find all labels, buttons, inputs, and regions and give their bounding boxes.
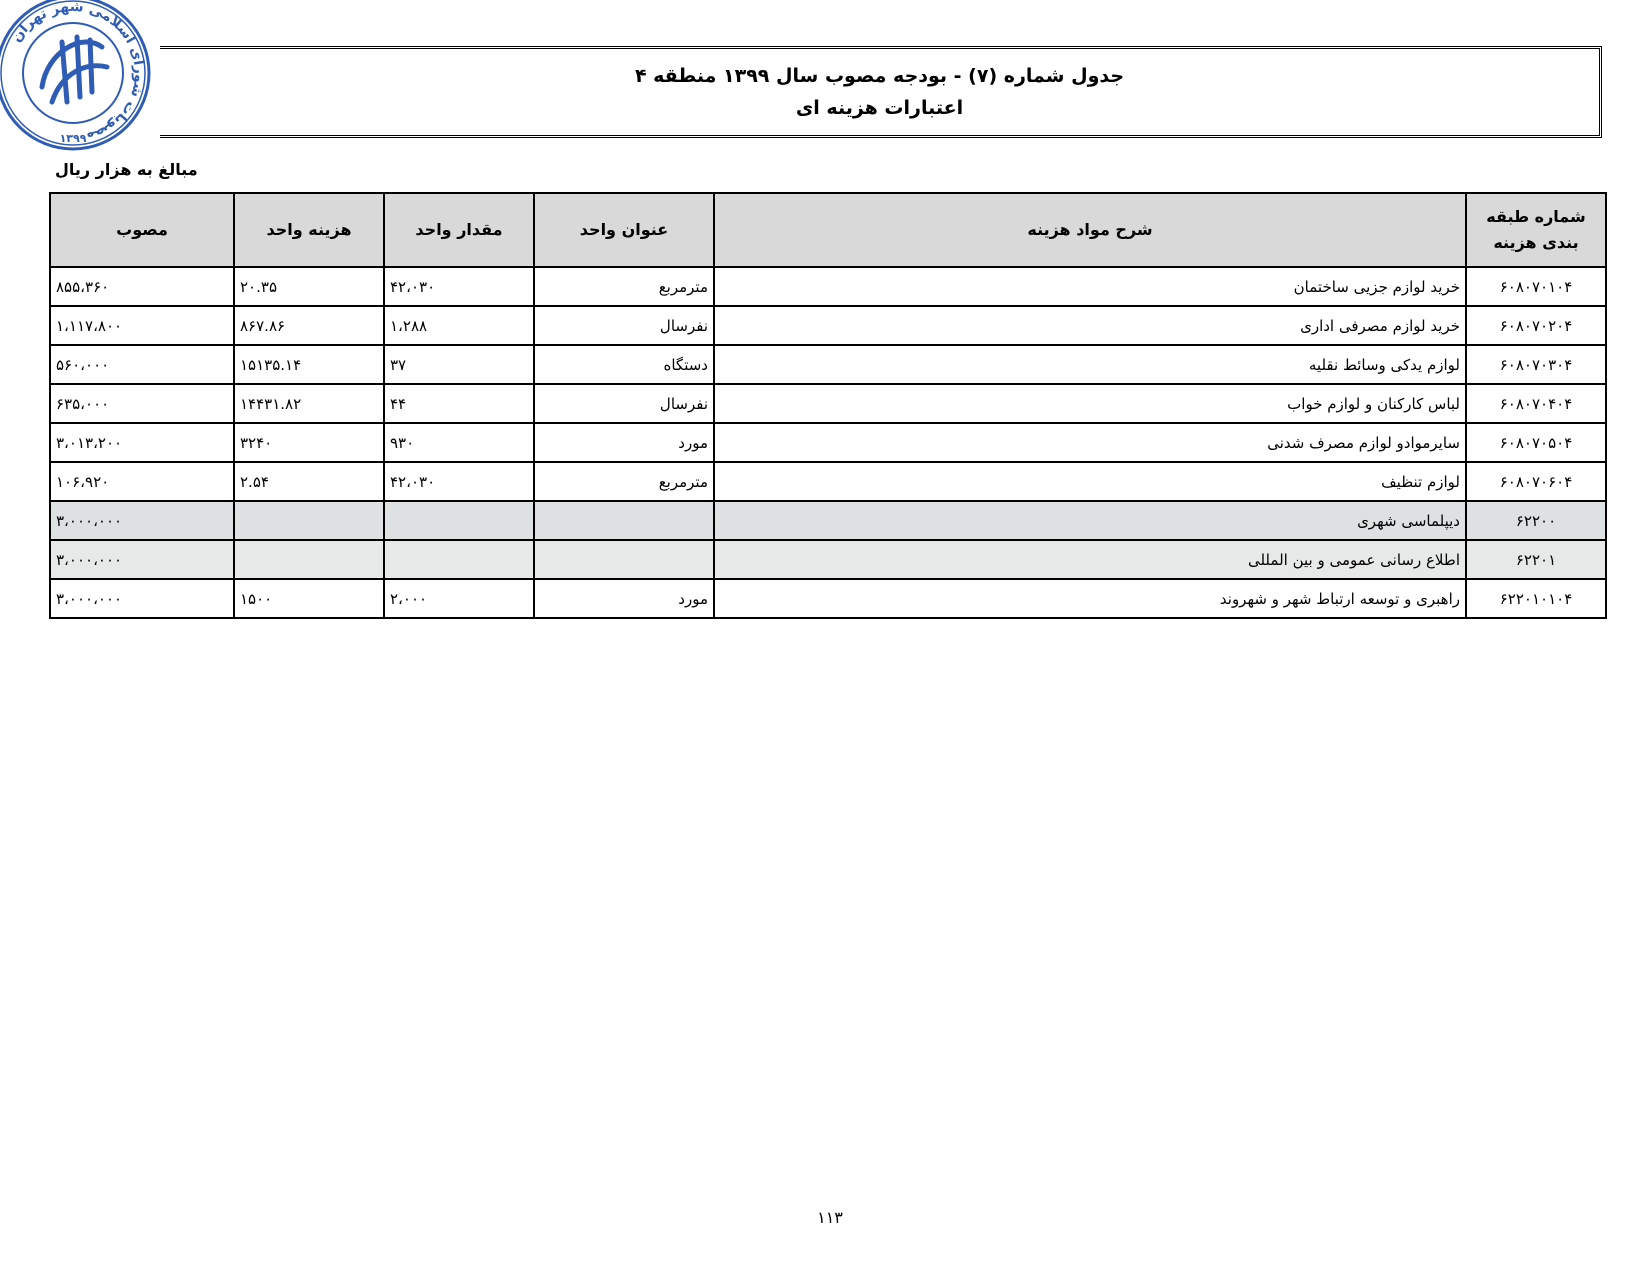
seal-text: مصوبات شورای اسلامی شهر تهران <box>8 0 148 146</box>
cell-unit-cost: ۱۴۴۳۱.۸۲ <box>234 384 384 423</box>
cell-unit-qty: ۳۷ <box>384 345 534 384</box>
cell-unit-qty: ۴۴ <box>384 384 534 423</box>
header-unit-cost: هزینه واحد <box>234 193 384 267</box>
cell-unit-title <box>534 501 714 540</box>
cell-unit-qty: ۴۲،۰۳۰ <box>384 462 534 501</box>
cell-code: ۶۰۸۰۷۰۲۰۴ <box>1466 306 1606 345</box>
cell-unit-title: مترمربع <box>534 462 714 501</box>
cell-unit-title: دستگاه <box>534 345 714 384</box>
cell-unit-title <box>534 540 714 579</box>
page-number: ۱۱۳ <box>817 1208 843 1227</box>
cell-approved: ۱۰۶،۹۲۰ <box>50 462 234 501</box>
page-title: جدول شماره (۷) - بودجه مصوب سال ۱۳۹۹ منطقه ۴ <box>634 65 1125 87</box>
table-row-category <box>50 501 1606 540</box>
table-row <box>50 462 1606 501</box>
cell-code: ۶۰۸۰۷۰۵۰۴ <box>1466 423 1606 462</box>
cell-description: سایرموادو لوازم مصرف شدنی <box>714 423 1466 462</box>
table-row <box>50 423 1606 462</box>
header-unit-qty: مقدار واحد <box>384 193 534 267</box>
cell-unit-cost: ۲۰.۳۵ <box>234 267 384 306</box>
table-row <box>50 306 1606 345</box>
cell-unit-qty: ۹۳۰ <box>384 423 534 462</box>
amount-unit-note: مبالغ به هزار ریال <box>55 160 198 179</box>
title-box <box>160 46 1602 138</box>
cell-code: ۶۰۸۰۷۰۶۰۴ <box>1466 462 1606 501</box>
header-code: شماره طبقه بندی هزینه <box>1466 193 1606 267</box>
cell-unit-cost: ۱۵۱۳۵.۱۴ <box>234 345 384 384</box>
page-subtitle: اعتبارات هزینه ای <box>795 97 964 119</box>
cell-approved: ۱،۱۱۷،۸۰۰ <box>50 306 234 345</box>
cell-approved: ۸۵۵،۳۶۰ <box>50 267 234 306</box>
cell-approved: ۳،۰۰۰،۰۰۰ <box>50 579 234 618</box>
cell-unit-title: نفرسال <box>534 384 714 423</box>
cell-unit-cost: ۱۵۰۰ <box>234 579 384 618</box>
budget-table <box>49 192 1607 619</box>
cell-code: ۶۰۸۰۷۰۴۰۴ <box>1466 384 1606 423</box>
seal-year: ۱۳۹۹ <box>59 132 87 145</box>
cell-unit-qty <box>384 540 534 579</box>
cell-approved: ۳،۰۱۳،۲۰۰ <box>50 423 234 462</box>
council-seal-stamp <box>0 0 154 154</box>
cell-approved: ۳،۰۰۰،۰۰۰ <box>50 540 234 579</box>
cell-code: ۶۲۲۰۰ <box>1466 501 1606 540</box>
header-unit-title: عنوان واحد <box>534 193 714 267</box>
cell-approved: ۳،۰۰۰،۰۰۰ <box>50 501 234 540</box>
cell-unit-title: مترمربع <box>534 267 714 306</box>
cell-unit-qty: ۱،۲۸۸ <box>384 306 534 345</box>
cell-code: ۶۲۲۰۱ <box>1466 540 1606 579</box>
cell-description: لوازم تنظیف <box>714 462 1466 501</box>
table-row <box>50 384 1606 423</box>
table-row-subcategory <box>50 540 1606 579</box>
cell-unit-title: مورد <box>534 579 714 618</box>
cell-description: خرید لوازم جزیی ساختمان <box>714 267 1466 306</box>
cell-unit-title: مورد <box>534 423 714 462</box>
cell-approved: ۶۳۵،۰۰۰ <box>50 384 234 423</box>
cell-description: خرید لوازم مصرفی اداری <box>714 306 1466 345</box>
cell-description: اطلاع رسانی عمومی و بین المللی <box>714 540 1466 579</box>
cell-description: دیپلماسی شهری <box>714 501 1466 540</box>
cell-unit-cost <box>234 540 384 579</box>
cell-description: لباس کارکنان و لوازم خواب <box>714 384 1466 423</box>
table-row <box>50 579 1606 618</box>
cell-unit-title: نفرسال <box>534 306 714 345</box>
cell-code: ۶۲۲۰۱۰۱۰۴ <box>1466 579 1606 618</box>
cell-description: راهبری و توسعه ارتباط شهر و شهروند <box>714 579 1466 618</box>
header-approved: مصوب <box>50 193 234 267</box>
cell-code: ۶۰۸۰۷۰۱۰۴ <box>1466 267 1606 306</box>
cell-unit-cost: ۲.۵۴ <box>234 462 384 501</box>
cell-code: ۶۰۸۰۷۰۳۰۴ <box>1466 345 1606 384</box>
cell-unit-qty: ۲،۰۰۰ <box>384 579 534 618</box>
cell-unit-qty <box>384 501 534 540</box>
header-description: شرح مواد هزینه <box>714 193 1466 267</box>
cell-unit-cost: ۸۶۷.۸۶ <box>234 306 384 345</box>
cell-description: لوازم یدکی وسائط نقلیه <box>714 345 1466 384</box>
table-row <box>50 345 1606 384</box>
table-row <box>50 267 1606 306</box>
cell-unit-qty: ۴۲،۰۳۰ <box>384 267 534 306</box>
table-header-row <box>50 193 1606 267</box>
cell-unit-cost <box>234 501 384 540</box>
cell-approved: ۵۶۰،۰۰۰ <box>50 345 234 384</box>
cell-unit-cost: ۳۲۴۰ <box>234 423 384 462</box>
seal-emblem-icon <box>42 37 107 102</box>
